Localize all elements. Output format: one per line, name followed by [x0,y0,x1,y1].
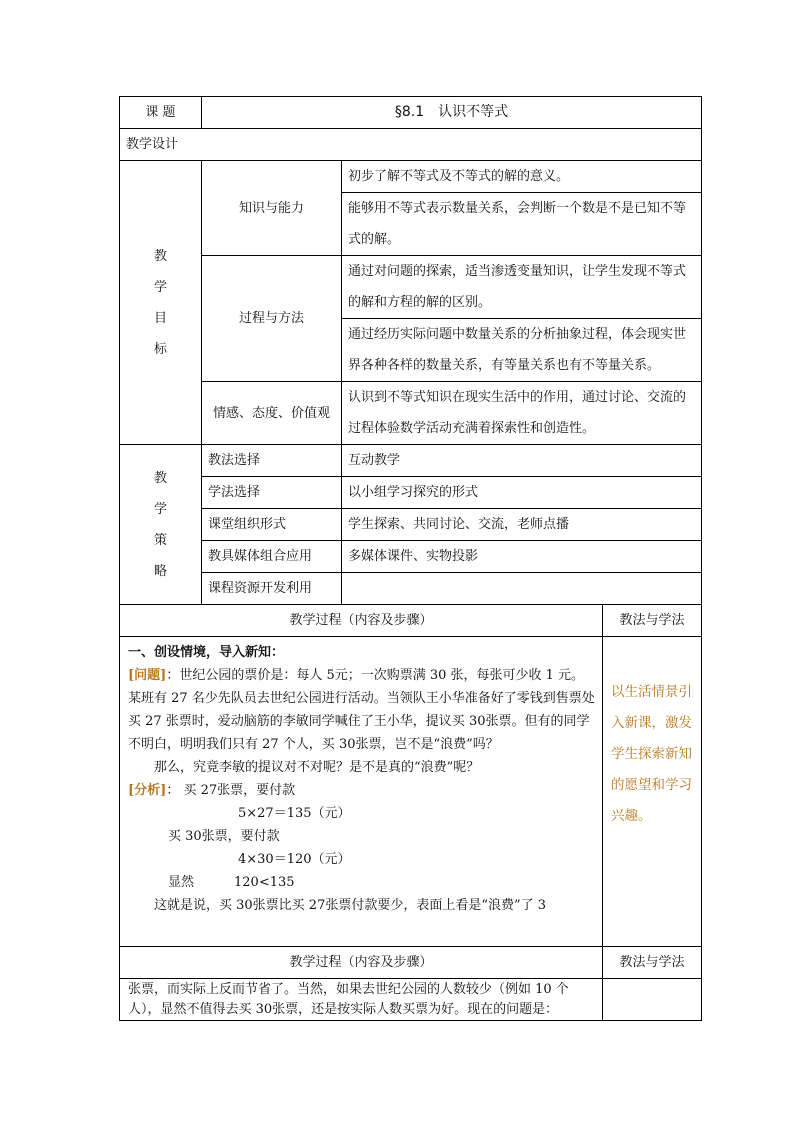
problem-text: ：世纪公园的票价是：每人 5元；一次购票满 30 张，每张可少收 1 元。某班有 27 名少先队员去世纪公园进行活动。当领队王小华准备好了零钱到售票处买 27 张票时，爱动脑筋的李敏同学喊住了王小华，提议买 30张票。但有的同学不明白，明明我们只有 27 个人，买 30张票，岂不是“浪费”吗？ [128,668,595,752]
section-heading: 一、创设情境，导入新知： [128,645,285,660]
analysis-paragraph [128,779,596,802]
buy30-line: 买 30张票，要付款 [168,829,280,844]
design-heading: 教学设计 [120,129,702,161]
strategy-key: 课堂组织形式 [202,509,342,541]
strategy-key: 教法选择 [202,445,342,477]
process-body-row [120,637,702,947]
strategy-value: 学生探索、共同讨论、交流，老师点播 [342,509,702,541]
calc-line: 4×30＝120（元） [238,852,351,867]
emotion-text: 认识到不等式知识在现实生活中的作用，通过讨论、交流的过程体验数学活动充满着探索性和创造性。 [342,382,702,445]
analysis-tag: [分析] [128,783,167,798]
topic-label: 课 题 [120,97,202,129]
strategy-row [120,445,702,477]
knowledge-item: 能够用不等式表示数量关系，会判断一个数是不是已知不等式的解。 [342,193,702,256]
process-body [120,637,603,947]
strategy-key: 教具媒体组合应用 [202,541,342,573]
strategy-value: 多媒体课件、实物投影 [342,541,702,573]
strategy-row [120,509,702,541]
process-header-left: 教学过程（内容及步骤） [120,605,603,637]
continuation-text: 张票，而实际上反而节省了。当然，如果去世纪公园的人数较少（例如 10 个人），显然不值得去买 30张票，还是按实际人数买票为好。现在的问题是： [120,979,603,1021]
process-header-left: 教学过程（内容及步骤） [120,947,603,979]
strategy-value: 互动教学 [342,445,702,477]
goal-emotion-row [120,382,702,445]
strategy-value: 以小组学习探究的形式 [342,477,702,509]
lesson-plan-table [119,96,702,1021]
obvious-value: 120<135 [234,875,295,890]
strategy-row [120,477,702,509]
obvious-line [128,871,596,894]
strategy-label: 教 学 策 略 [120,445,202,605]
problem-paragraph [128,664,596,756]
continuation-row [120,979,702,1021]
goals-label: 教 学 目 标 [120,161,202,445]
strategy-key: 课程资源开发利用 [202,573,342,605]
problem-tag: [问题] [128,668,167,683]
knowledge-label: 知识与能力 [202,161,342,256]
topic-row [120,97,702,129]
strategy-row [120,573,702,605]
method-note: 以生活情景引入新课，激发学生探索新知的愿望和学习兴趣。 [603,637,702,947]
analysis-text: ： 买 27张票，要付款 [166,783,296,798]
process-header-right: 教法与学法 [603,605,702,637]
emotion-label: 情感、态度、价值观 [202,382,342,445]
process-header-right: 教法与学法 [603,947,702,979]
continuation-side [603,979,702,1021]
calc-line: 5×27＝135（元） [238,806,351,821]
process-item: 通过经历实际问题中数量关系的分析抽象过程，体会现实世界各种各样的数量关系，有等量关系也有不等量关系。 [342,319,702,382]
page-title: §8.1 认识不等式 [202,97,702,129]
process-item: 通过对问题的探索，适当渗透变量知识，让学生发现不等式的解和方程的解的区别。 [342,256,702,319]
goal-process-row-1 [120,256,702,319]
strategy-row [120,541,702,573]
knowledge-item: 初步了解不等式及不等式的解的意义。 [342,161,702,193]
strategy-key: 学法选择 [202,477,342,509]
question-text: 那么，究竟李敏的提议对不对呢？是不是真的“浪费”呢？ [154,760,480,775]
process-header-row-2 [120,947,702,979]
process-header-row [120,605,702,637]
conclusion-text: 这就是说，买 30张票比买 27张票付款要少，表面上看是“浪费”了 3 [154,898,547,913]
goal-knowledge-row-1 [120,161,702,193]
strategy-value [342,573,702,605]
process-label: 过程与方法 [202,256,342,382]
obvious-label: 显然 [168,875,195,890]
design-row [120,129,702,161]
